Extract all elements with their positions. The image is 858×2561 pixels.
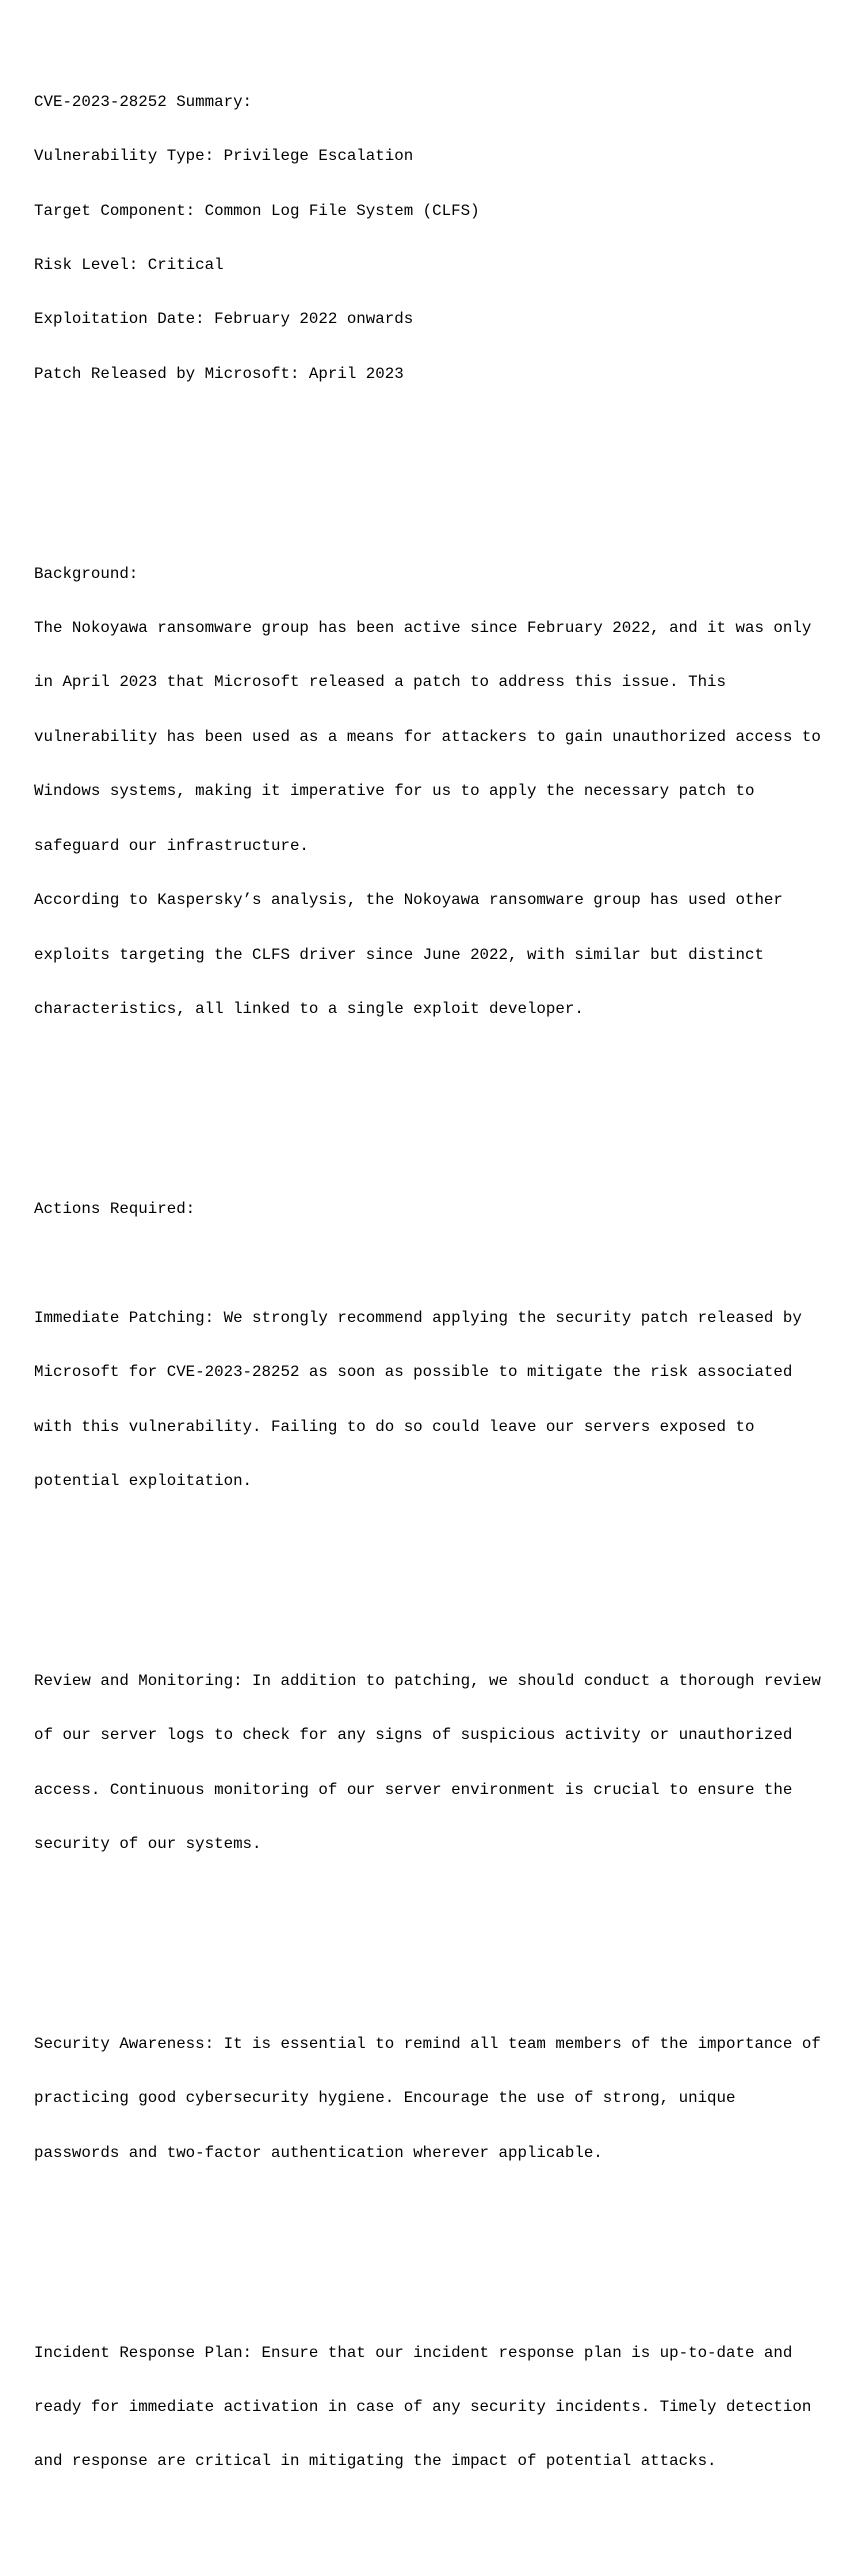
spacer <box>34 2235 849 2253</box>
action-line: of our server logs to check for any signs of suspicious activity or unauthorized <box>34 1726 793 1745</box>
action-item-security-awareness <box>34 1999 849 2199</box>
action-line: Review and Monitoring: In addition to patching, we should conduct a thorough review <box>34 1671 821 1690</box>
action-line: Immediate Patching: We strongly recommend applying the security patch released by <box>34 1308 802 1327</box>
background-line: exploits targeting the CLFS driver since June 2022, with similar but distinct <box>34 945 764 964</box>
action-item-review-monitoring <box>34 1636 849 1890</box>
spacer <box>34 1563 849 1581</box>
action-line: Incident Response Plan: Ensure that our incident response plan is up-to-date and <box>34 2343 793 2362</box>
background-line: in April 2023 that Microsoft released a patch to address this issue. This <box>34 673 727 692</box>
spacer <box>34 1091 849 1109</box>
summary-section <box>34 56 849 419</box>
action-line: Microsoft for CVE-2023-28252 as soon as possible to mitigate the risk associated <box>34 1363 793 1382</box>
spacer <box>34 1926 849 1944</box>
action-line: Security Awareness: It is essential to remind all team members of the importance of <box>34 2034 821 2053</box>
summary-title: CVE-2023-28252 Summary: <box>34 92 253 111</box>
action-line: ready for immediate activation in case of any security incidents. Timely detection <box>34 2397 812 2416</box>
action-line: passwords and two-factor authentication wherever applicable. <box>34 2143 603 2162</box>
background-section <box>34 528 849 1054</box>
background-heading: Background: <box>34 564 139 583</box>
background-line: The Nokoyawa ransomware group has been active since February 2022, and it was only <box>34 619 812 638</box>
background-line: characteristics, all linked to a single exploit developer. <box>34 1000 584 1019</box>
action-line: and response are critical in mitigating the impact of potential attacks. <box>34 2452 717 2471</box>
action-item-immediate-patching <box>34 1273 849 1527</box>
action-line: with this vulnerability. Failing to do so could leave our servers exposed to <box>34 1417 755 1436</box>
background-line: vulnerability has been used as a means for attackers to gain unauthorized access to <box>34 727 821 746</box>
summary-field-target-component: Target Component: Common Log File System (CLFS) <box>34 201 480 220</box>
actions-section <box>34 1164 849 2544</box>
summary-field-risk-level: Risk Level: Critical <box>34 255 224 274</box>
action-line: security of our systems. <box>34 1835 262 1854</box>
summary-field-vulnerability-type: Vulnerability Type: Privilege Escalation <box>34 147 414 166</box>
background-line: safeguard our infrastructure. <box>34 836 309 855</box>
summary-field-patch-released: Patch Released by Microsoft: April 2023 <box>34 364 404 383</box>
action-line: access. Continuous monitoring of our server environment is crucial to ensure the <box>34 1780 793 1799</box>
action-line: practicing good cybersecurity hygiene. Encourage the use of strong, unique <box>34 2089 736 2108</box>
summary-field-exploitation-date: Exploitation Date: February 2022 onwards <box>34 310 414 329</box>
background-line: According to Kaspersky’s analysis, the Nokoyawa ransomware group has used other <box>34 891 783 910</box>
action-item-incident-response <box>34 2307 849 2507</box>
document-body <box>34 20 849 2561</box>
actions-heading: Actions Required: <box>34 1199 196 1218</box>
action-line: potential exploitation. <box>34 1472 253 1491</box>
spacer <box>34 456 849 474</box>
background-line: Windows systems, making it imperative for us to apply the necessary patch to <box>34 782 755 801</box>
